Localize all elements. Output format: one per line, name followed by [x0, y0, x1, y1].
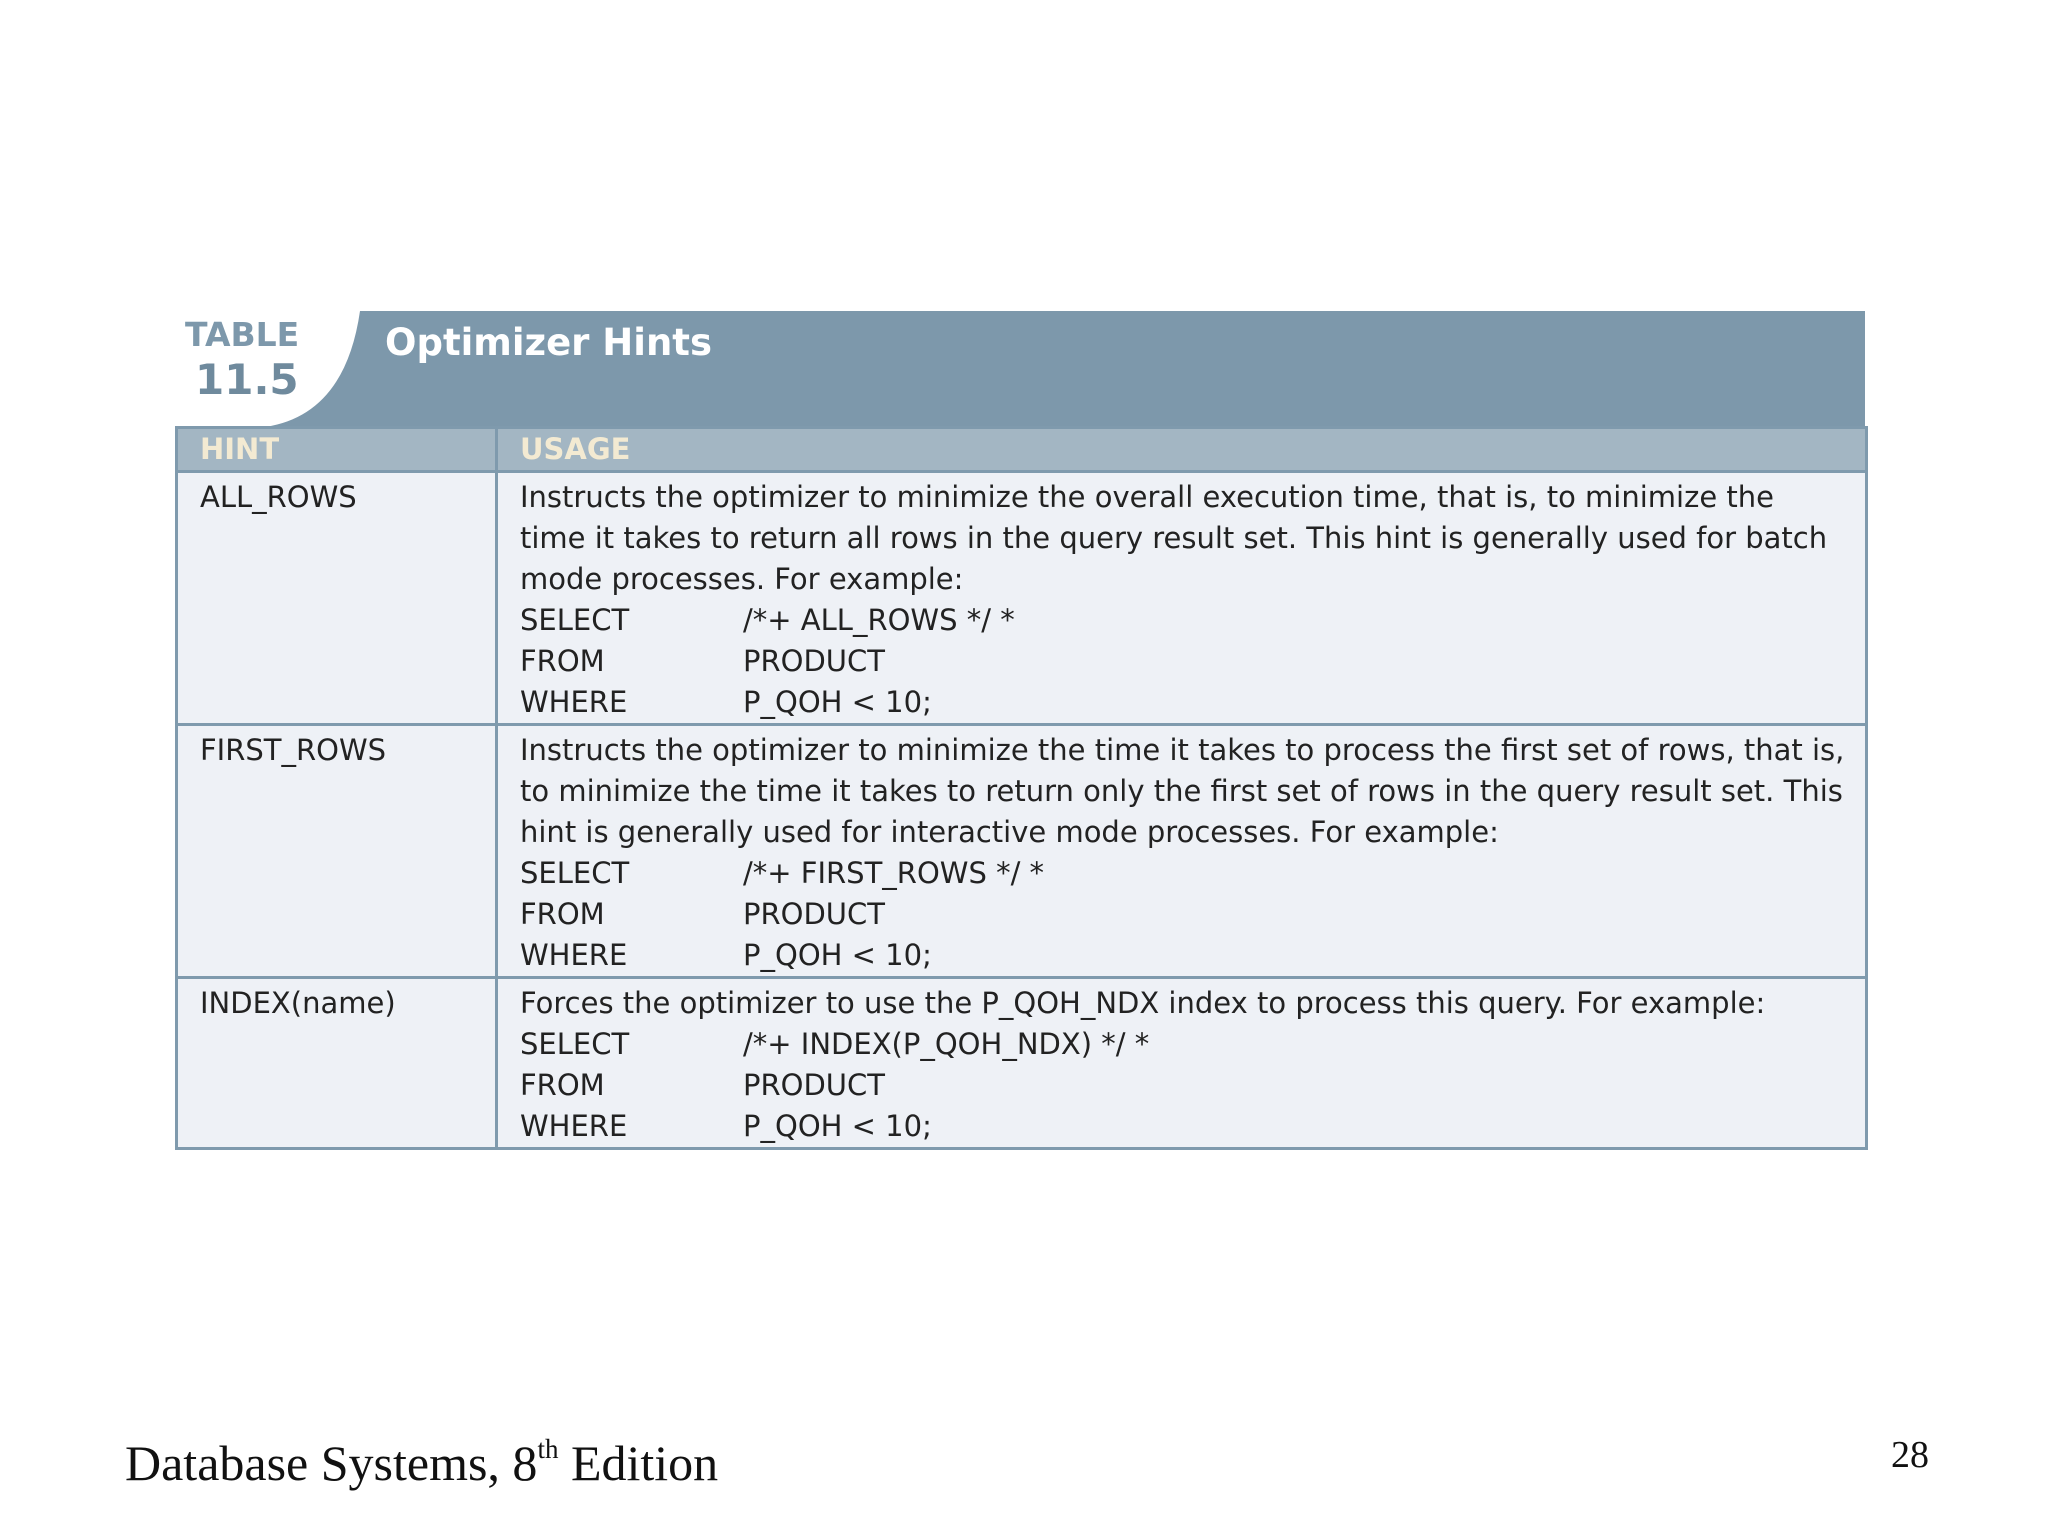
- code-line: [520, 1065, 1845, 1106]
- code-line: [520, 600, 1845, 641]
- table-label: TABLE: [185, 315, 300, 354]
- code-value: P_QOH < 10;: [743, 685, 932, 719]
- code-line: [520, 682, 1845, 723]
- code-line: [520, 935, 1845, 976]
- usage-cell: [497, 725, 1867, 978]
- usage-description: Forces the optimizer to use the P_QOH_NDX index to process this query. For example:: [520, 986, 1766, 1020]
- usage-description: Instructs the optimizer to minimize the overall execution time, that is, to minimize the time it takes to return all rows in the query result set. This hint is generally used for batch mode processes. For example:: [520, 480, 1828, 596]
- code-line: [520, 1106, 1845, 1147]
- code-line: [520, 641, 1845, 682]
- table-title: Optimizer Hints: [385, 321, 713, 364]
- code-keyword: WHERE: [520, 938, 628, 972]
- table-header-row: [177, 428, 1867, 472]
- usage-cell: [497, 978, 1867, 1149]
- hint-cell: INDEX(name): [177, 978, 497, 1149]
- code-value: /*+ INDEX(P_QOH_NDX) */ *: [743, 1027, 1150, 1061]
- hint-cell: FIRST_ROWS: [177, 725, 497, 978]
- code-line: [520, 1024, 1845, 1065]
- usage-description: Instructs the optimizer to minimize the time it takes to process the first set of rows, that is, to minimize the time it takes to return only the first set of rows in the query result set. This hint is generally used for interactive mode processes. For example:: [520, 733, 1845, 849]
- column-header-hint: HINT: [177, 428, 497, 472]
- footer-book-title: [125, 1434, 718, 1492]
- code-keyword: WHERE: [520, 1109, 628, 1143]
- table-row-all-rows: [177, 472, 1867, 725]
- code-value: P_QOH < 10;: [743, 1109, 932, 1143]
- code-keyword: WHERE: [520, 685, 628, 719]
- code-keyword: FROM: [520, 644, 605, 678]
- page-number: 28: [1891, 1434, 1929, 1476]
- usage-cell: [497, 472, 1867, 725]
- code-keyword: FROM: [520, 897, 605, 931]
- code-line: [520, 894, 1845, 935]
- code-value: PRODUCT: [743, 644, 885, 678]
- column-header-usage: USAGE: [497, 428, 1867, 472]
- footer-title-end: Edition: [558, 1435, 719, 1491]
- hint-cell: ALL_ROWS: [177, 472, 497, 725]
- code-value: /*+ FIRST_ROWS */ *: [743, 856, 1045, 890]
- code-value: P_QOH < 10;: [743, 938, 932, 972]
- code-value: PRODUCT: [743, 897, 885, 931]
- footer-title-superscript: th: [537, 1434, 559, 1464]
- code-line: [520, 853, 1845, 894]
- table-row-index: [177, 978, 1867, 1149]
- table-header: [175, 311, 1865, 427]
- code-keyword: FROM: [520, 1068, 605, 1102]
- footer-title-main: Database Systems, 8: [125, 1435, 538, 1491]
- code-keyword: SELECT: [520, 603, 630, 637]
- code-keyword: SELECT: [520, 1027, 630, 1061]
- table-number: 11.5: [195, 355, 299, 404]
- code-value: PRODUCT: [743, 1068, 885, 1102]
- code-keyword: SELECT: [520, 856, 630, 890]
- optimizer-hints-table: [175, 426, 1868, 1150]
- table-row-first-rows: [177, 725, 1867, 978]
- code-value: /*+ ALL_ROWS */ *: [743, 603, 1015, 637]
